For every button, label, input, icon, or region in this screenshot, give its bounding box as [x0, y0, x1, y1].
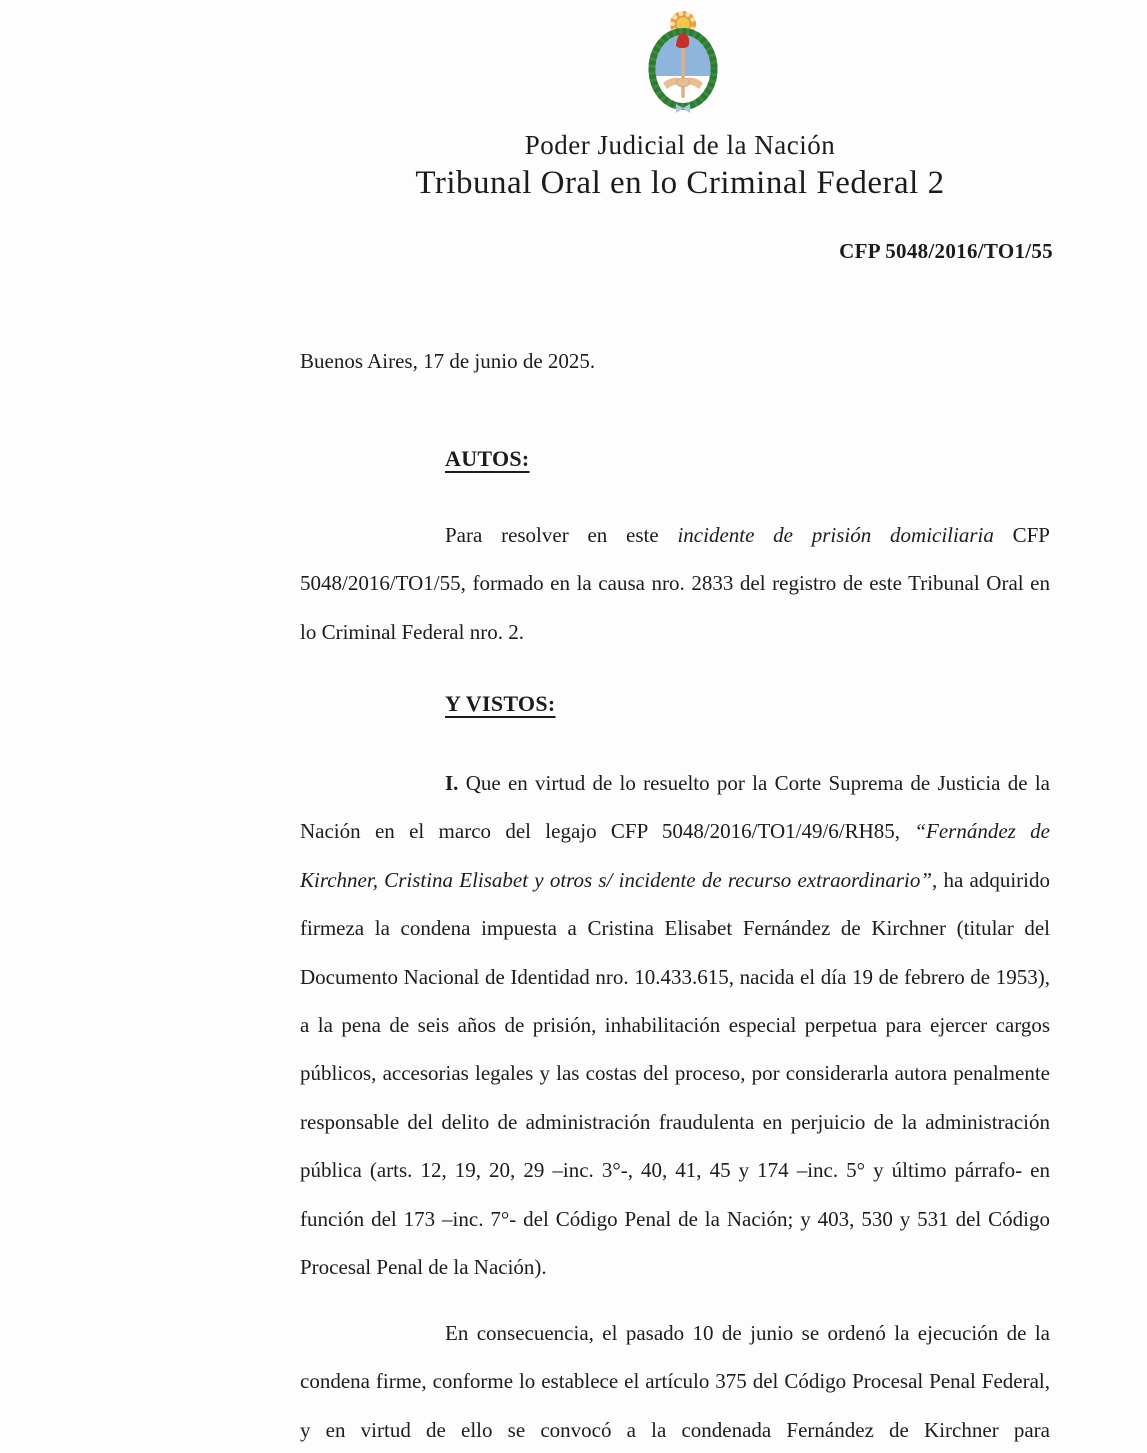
coat-pike	[681, 40, 685, 98]
argentina-coat-of-arms-icon	[634, 10, 732, 114]
coat-hands-clasp	[677, 78, 690, 87]
letterhead-institution: Poder Judicial de la Nación	[524, 130, 836, 160]
paragraph-autos: Para resolver en este incidente de prisión domiciliaria CFP 5048/2016/TO1/55, formado en la causa nro. 2833 del registro de este Tribunal Oral en lo Criminal Federal nro. 2.	[300, 523, 1050, 644]
letterhead-court: Tribunal Oral en lo Criminal Federal 2	[415, 165, 945, 201]
case-number: CFP 5048/2016/TO1/55	[839, 239, 1053, 263]
section-heading-y-vistos: Y VISTOS:	[445, 691, 556, 716]
paragraph-y-vistos-1: I. Que en virtud de lo resuelto por la Corte Suprema de Justicia de la Nación en el marco del legajo CFP 5048/2016/TO1/49/6/RH85, “Fernández de Kirchner, Cristina Elisabet y otros s/ incidente de recurso extraordinario”, ha adquirido firmeza la condena impuesta a Cristina Elisabet Fernández de Kirchner (titular del Documento Nacional de Identidad nro. 10.433.615, nacida el día 19 de febrero de 1953), a la pena de seis años de prisión, inhabilitación especial perpetua para ejercer cargos públicos, accesorias legales y las costas del proceso, por considerarla autora penalmente responsable del delito de administración fraudulenta en perjuicio de la administración pública (arts. 12, 19, 20, 29 –inc. 3°-, 40, 41, 45 y 174 –inc. 5° y último párrafo- en función del 173 –inc. 7°- del Código Penal de la Nación; y 403, 530 y 531 del Código Procesal Penal de la Nación).	[300, 771, 1050, 1280]
section-heading-autos: AUTOS:	[445, 446, 530, 471]
dateline: Buenos Aires, 17 de junio de 2025.	[300, 349, 596, 373]
paragraph-y-vistos-2: En consecuencia, el pasado 10 de junio se ordenó la ejecución de la condena firme, conforme lo establece el artículo 375 del Código Procesal Penal Federal, y en virtud de ello se convocó a la condenada Fernández de Kirchner para	[300, 1321, 1050, 1442]
